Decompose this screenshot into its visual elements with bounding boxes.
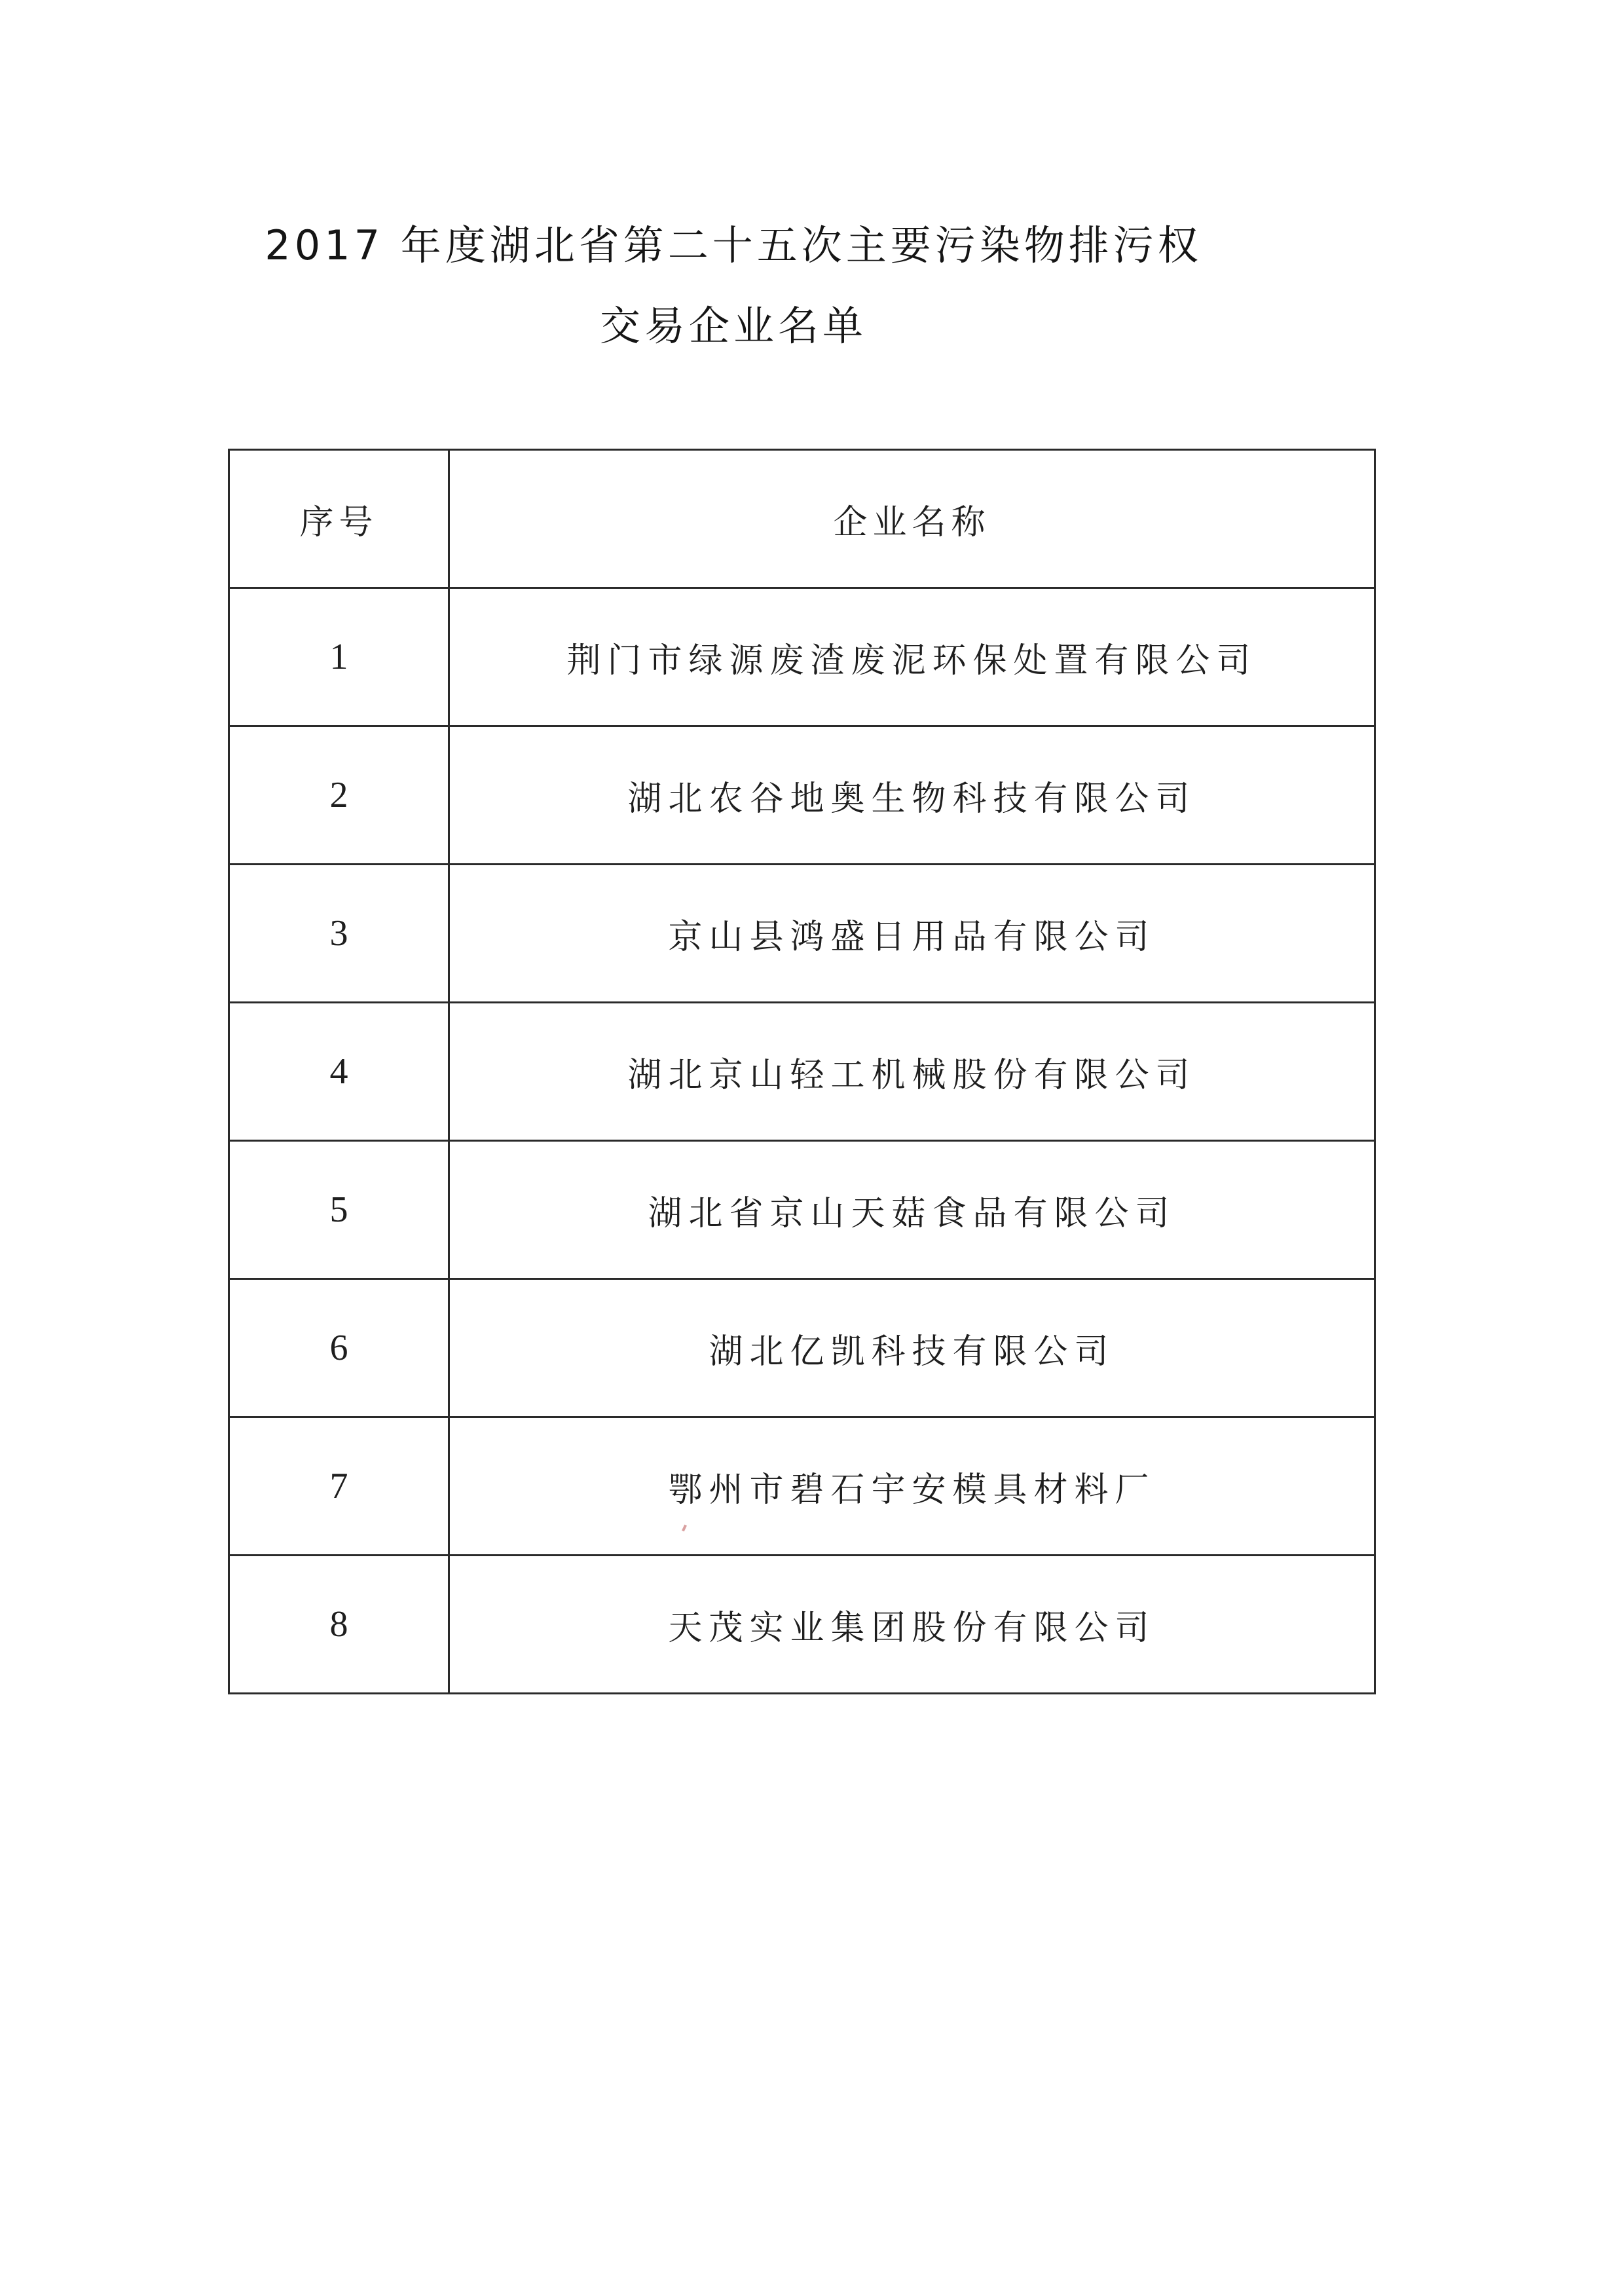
row-company-name: 湖北京山轻工机械股份有限公司 <box>449 1003 1375 1141</box>
header-company-name: 企业名称 <box>449 450 1375 588</box>
document-title-line2: 交易企业名单 <box>599 302 867 350</box>
table-row <box>229 1556 1375 1694</box>
header-seq: 序号 <box>229 450 449 588</box>
row-seq: 6 <box>229 1279 449 1417</box>
row-seq: 3 <box>229 865 449 1003</box>
row-company-name: 湖北农谷地奥生物科技有限公司 <box>449 726 1375 865</box>
row-seq: 4 <box>229 1003 449 1141</box>
row-company-name: 湖北省京山天菇食品有限公司 <box>449 1141 1375 1279</box>
table-row <box>229 1003 1375 1141</box>
table-row <box>229 1279 1375 1417</box>
table-row <box>229 726 1375 865</box>
row-company-name: 京山县鸿盛日用品有限公司 <box>449 865 1375 1003</box>
row-company-name: 天茂实业集团股份有限公司 <box>449 1556 1375 1694</box>
row-seq: 8 <box>229 1556 449 1694</box>
row-company-name: 湖北亿凯科技有限公司 <box>449 1279 1375 1417</box>
table-row <box>229 1141 1375 1279</box>
row-company-name: 鄂州市碧石宇安模具材料厂 <box>449 1417 1375 1556</box>
row-seq: 7 <box>229 1417 449 1556</box>
row-seq: 1 <box>229 588 449 726</box>
row-company-name: 荆门市绿源废渣废泥环保处置有限公司 <box>449 588 1375 726</box>
table-row <box>229 588 1375 726</box>
table-row <box>229 1417 1375 1556</box>
row-seq: 2 <box>229 726 449 865</box>
company-list-table <box>228 449 1376 1694</box>
document-title-line1: 2017 年度湖北省第二十五次主要污染物排污权 <box>265 221 1202 269</box>
table-row <box>229 865 1375 1003</box>
row-seq: 5 <box>229 1141 449 1279</box>
table-header-row <box>229 450 1375 588</box>
